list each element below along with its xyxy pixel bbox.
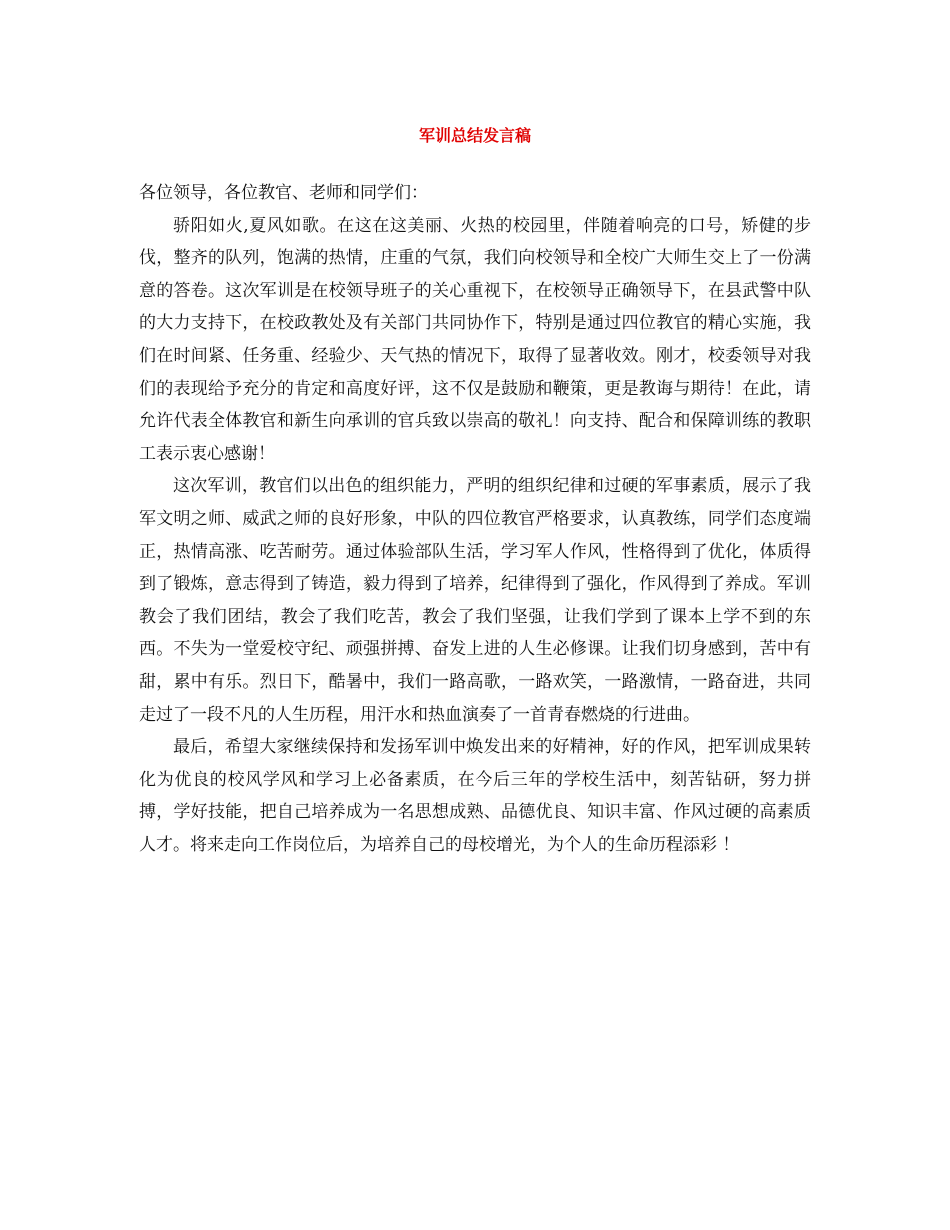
document-body [139,177,811,861]
document-content [139,118,811,861]
document-title: 军训总结发言稿 [418,126,531,145]
salutation: 各位领导，各位教官、老师和同学们： [139,183,428,203]
paragraph-2: 这次军训，教官们以出色的组织能力，严明的组织纪律和过硬的军事素质，展示了我军文明之师、威武之师的良好形象，中队的四位教官严格要求，认真教练，同学们态度端正，热情高涨、吃苦耐劳。通过体验部队生活，学习军人作风，性格得到了优化，体质得到了锻炼，意志得到了铸造，毅力得到了培养，纪律得到了强化，作风得到了养成。军训教会了我们团结，教会了我们吃苦，教会了我们坚强，让我们学到了课本上学不到的东西。不失为一堂爱校守纪、顽强拼搏、奋发上进的人生必修课。让我们切身感到，苦中有甜，累中有乐。烈日下，酷暑中，我们一路高歌，一路欢笑，一路激情，一路奋进，共同走过了一段不凡的人生历程，用汗水和热血演奏了一首青春燃烧的行进曲。 [139,476,811,725]
paragraph-1: 骄阳如火,夏风如歌。在这在这美丽、火热的校园里，伴随着响亮的口号，矫健的步伐，整齐的队列，饱满的热情，庄重的气氛，我们向校领导和全校广大师生交上了一份满意的答卷。这次军训是在校领导班子的关心重视下，在校领导正确领导下，在县武警中队的大力支持下，在校政教处及有关部门共同协作下，特别是通过四位教官的精心实施，我们在时间紧、任务重、经验少、天气热的情况下，取得了显著收效。刚才，校委领导对我们的表现给予充分的肯定和高度好评，这不仅是鼓励和鞭策，更是教诲与期待！在此，请允许代表全体教官和新生向承训的官兵致以崇高的敬礼！向支持、配合和保障训练的教职工表示衷心感谢！ [139,215,811,464]
paragraph-3: 最后，希望大家继续保持和发扬军训中焕发出来的好精神，好的作风，把军训成果转化为优良的校风学风和学习上必备素质，在今后三年的学校生活中，刻苦钻研，努力拼搏，学好技能，把自己培养成为一名思想成熟、品德优良、知识丰富、作风过硬的高素质人才。将来走向工作岗位后，为培养自己的母校增光，为个人的生命历程添彩 ！ [139,737,811,855]
